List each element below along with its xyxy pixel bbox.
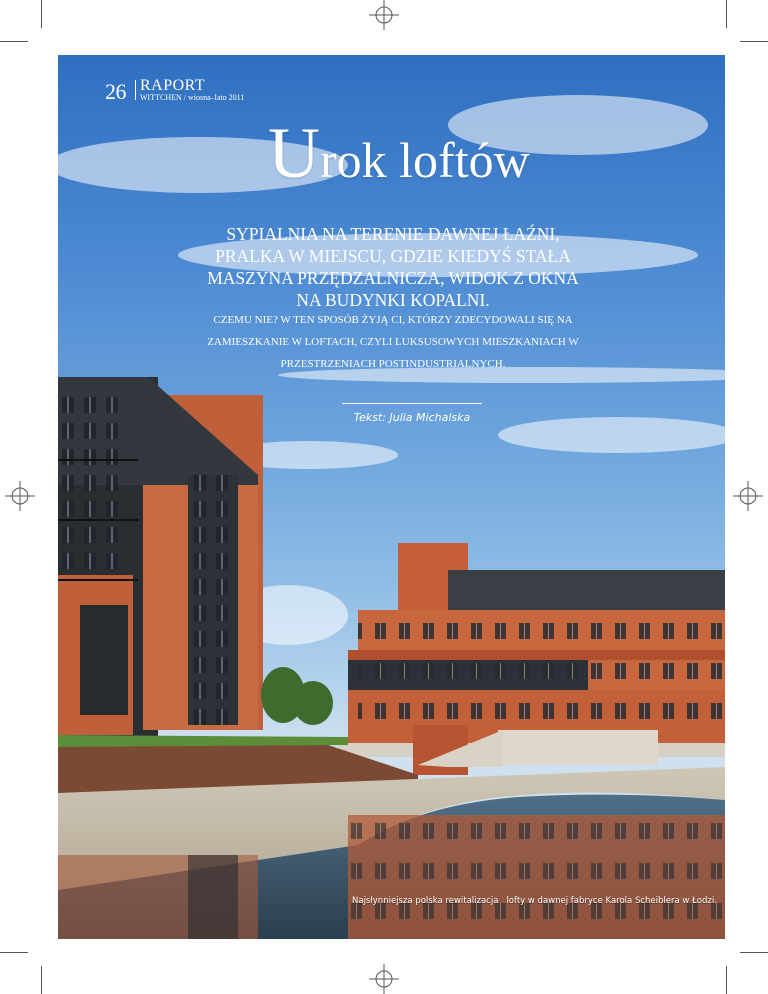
crop-mark-bottom-right-v	[726, 966, 727, 994]
section-label: RAPORT	[140, 77, 206, 94]
page-number: 26	[105, 79, 126, 104]
issue-label: WITTCHEN / wiosna–lato 2011	[140, 93, 245, 102]
byline-rule	[342, 403, 482, 404]
crop-mark-top-right-h	[740, 41, 768, 42]
loft-photo	[58, 55, 725, 939]
crop-mark-top-left-v	[41, 0, 42, 28]
byline: Tekst: Julia Michalska	[353, 411, 471, 424]
crop-mark-top-right-v	[726, 0, 727, 28]
caption-left: Najsłynniejsza polska rewitalizacja	[352, 896, 499, 906]
registration-mark-bottom	[369, 964, 399, 994]
header-separator	[135, 80, 136, 100]
crop-mark-bottom-left-v	[41, 966, 42, 994]
registration-mark-right	[733, 481, 763, 511]
article-intro: CZEMU NIE? W TEN SPOSÓB ŻYJĄ CI, KTÓRZY ZDECYDOWALI SIĘ NA ZAMIESZKANIE W LOFTACH, CZYLI LUKSUSOWYCH MIESZKANIACH W PRZESTRZENIACH POSTINDUSTRIALNYCH.	[207, 314, 579, 370]
caption-right: lofty w dawnej fabryce Karola Scheiblera w Łodzi.	[506, 896, 717, 906]
registration-mark-top	[369, 0, 399, 30]
article-lead: SYPIALNIA NA TERENIE DAWNEJ ŁAŹNI, PRALKA W MIEJSCU, GDZIE KIEDYŚ STAŁA MASZYNA PRZĘDZALNICZA, WIDOK Z OKNA NA BUDYNKI KOPALNI.	[207, 224, 579, 310]
left-building	[58, 377, 263, 737]
title-rest: rok loftów	[320, 132, 530, 188]
crop-mark-bottom-right-h	[740, 952, 768, 953]
photo-caption	[352, 896, 717, 906]
crop-mark-top-left-h	[0, 41, 28, 42]
title-initial: U	[268, 113, 320, 193]
article-title	[268, 113, 598, 193]
registration-mark-left	[5, 481, 35, 511]
crop-mark-bottom-left-h	[0, 952, 28, 953]
